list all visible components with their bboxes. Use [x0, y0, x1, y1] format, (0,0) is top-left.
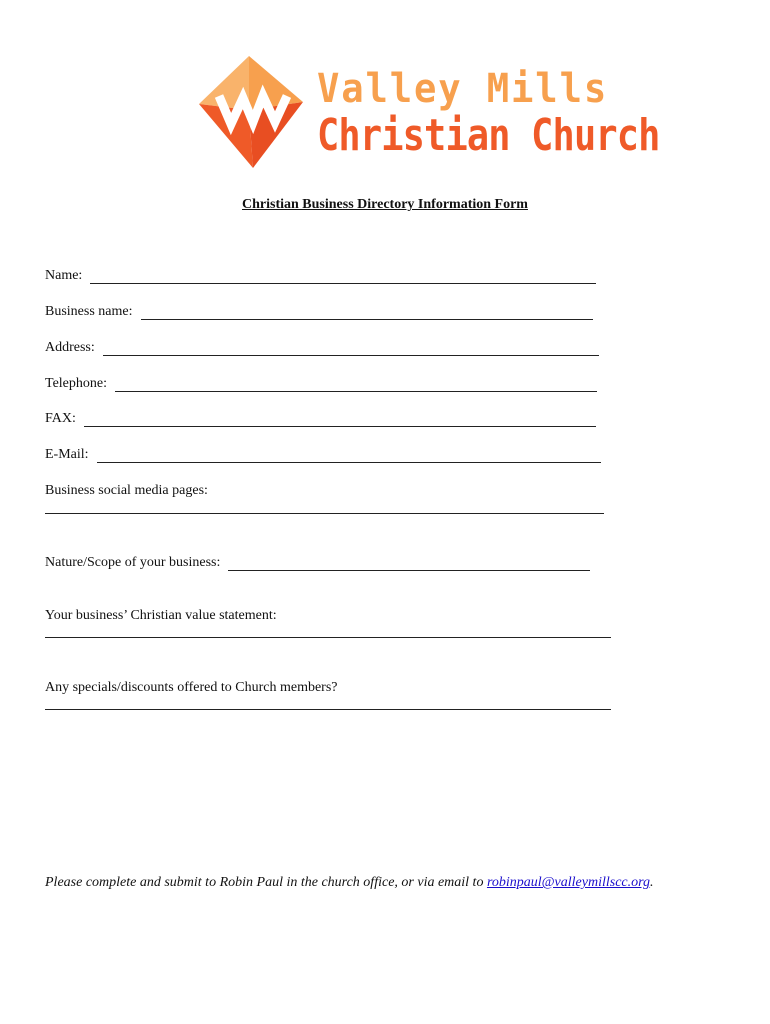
email-link[interactable]: robinpaul@valleymillscc.org — [486, 875, 651, 890]
business-name-label: Business name: — [45, 304, 133, 319]
name-field[interactable] — [45, 268, 596, 284]
business-name-field[interactable] — [45, 304, 593, 320]
nature-scope-label: Nature/Scope of your business: — [45, 555, 221, 570]
value-statement-input-line[interactable] — [45, 637, 611, 638]
email-input-line[interactable] — [97, 450, 601, 463]
valley-mills-logo-mark-icon — [195, 52, 311, 170]
address-input-line[interactable] — [103, 343, 599, 356]
name-label: Name: — [45, 268, 83, 283]
submission-instructions — [45, 875, 654, 891]
social-media-label: Business social media pages: — [45, 483, 208, 498]
social-media-input-line[interactable] — [45, 513, 604, 514]
nature-scope-input-line[interactable] — [228, 558, 590, 571]
specials-label: Any specials/discounts offered to Church members? — [45, 680, 338, 695]
fax-field[interactable] — [45, 411, 596, 427]
telephone-label: Telephone: — [45, 376, 107, 391]
specials-input-line[interactable] — [45, 709, 611, 710]
telephone-input-line[interactable] — [115, 379, 597, 392]
address-field[interactable] — [45, 340, 599, 356]
submission-instructions-end: . — [650, 875, 654, 890]
form-title: Christian Business Directory Information Form — [242, 197, 528, 212]
nature-scope-field[interactable] — [45, 555, 590, 571]
name-input-line[interactable] — [90, 271, 596, 284]
value-statement-label: Your business’ Christian value statement: — [45, 608, 277, 623]
email-label: E-Mail: — [45, 447, 89, 462]
submission-instructions-text: Please complete and submit to Robin Paul in the church office, or via email to — [45, 875, 487, 890]
fax-input-line[interactable] — [84, 414, 596, 427]
email-field[interactable] — [45, 447, 601, 463]
business-name-input-line[interactable] — [141, 307, 593, 320]
church-logo — [195, 52, 660, 172]
logo-text-valley-mills: Valley Mills — [317, 66, 609, 112]
address-label: Address: — [45, 340, 95, 355]
logo-text-christian-church: Christian Church — [317, 110, 660, 161]
fax-label: FAX: — [45, 411, 76, 426]
telephone-field[interactable] — [45, 376, 597, 392]
